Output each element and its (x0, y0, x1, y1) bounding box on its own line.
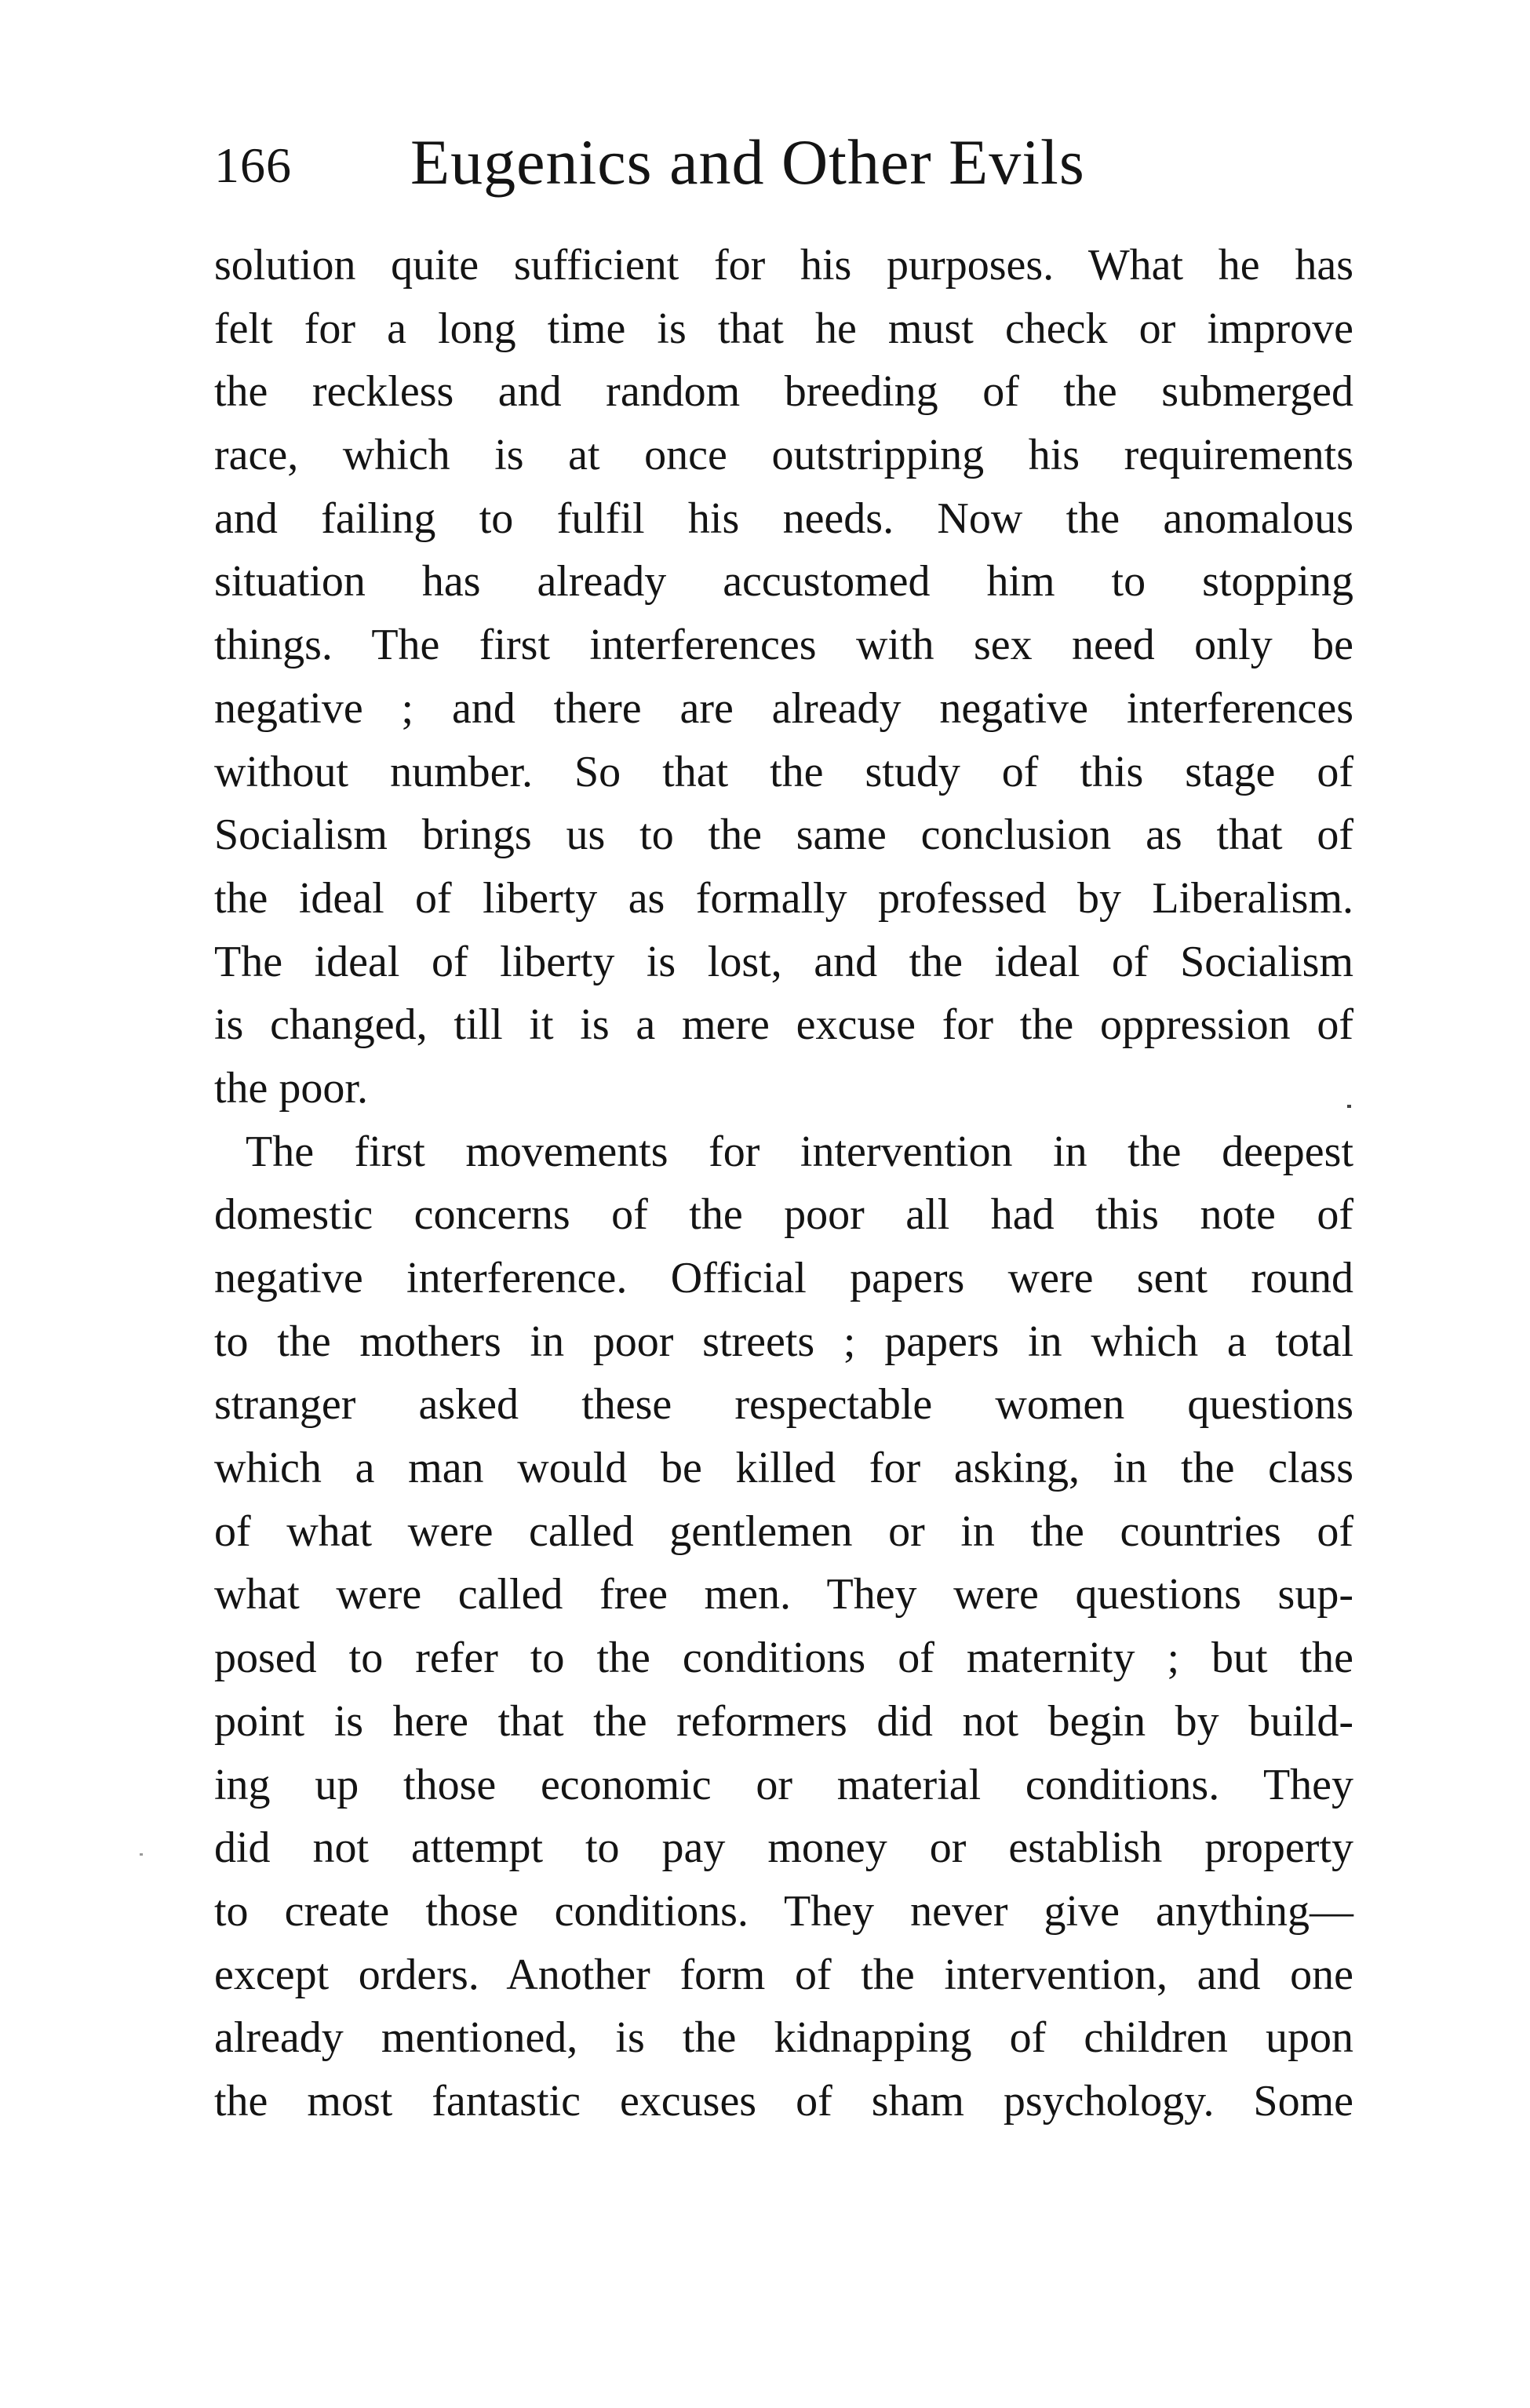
page-number: 166 (214, 137, 292, 193)
text-line: posed to refer to the conditions of maternity ; but the (214, 1634, 1353, 1683)
text-line: negative interference. Official papers were sent round (214, 1254, 1353, 1302)
paragraph-2 (214, 1120, 1353, 2133)
text-line: did not attempt to pay money or establish property (214, 1823, 1353, 1873)
text-line: without number. So that the study of this stage of (214, 747, 1353, 796)
running-title: Eugenics and Other Evils (410, 126, 1085, 198)
text-line: things. The first interferences with sex need only be (214, 621, 1353, 670)
text-line: the poor. (214, 1063, 368, 1113)
text-line: The ideal of liberty is lost, and the ideal of Socialism (214, 937, 1353, 986)
text-line: to create those conditions. They never give anything— (214, 1886, 1353, 1936)
text-line: is changed, till it is a mere excuse for the oppression of (214, 1000, 1353, 1050)
text-line: except orders. Another form of the intervention, and one (214, 1950, 1353, 1999)
text-line: negative ; and there are already negative interferences (214, 683, 1353, 733)
text-line: which a man would be killed for asking, in the class (214, 1444, 1353, 1493)
text-line: and failing to fulfil his needs. Now the anomalous (214, 494, 1353, 543)
paragraph-1 (214, 234, 1353, 1120)
print-speck (140, 1853, 143, 1856)
print-speck (1347, 1105, 1351, 1108)
text-line: race, which is at once outstripping his requirements (214, 431, 1353, 480)
text-line: what were called free men. They were questions sup- (214, 1570, 1353, 1619)
text-line: the reckless and random breeding of the submerged (214, 367, 1353, 417)
text-line: felt for a long time is that he must check or improve (214, 304, 1353, 353)
text-line: situation has already accustomed him to stopping (214, 557, 1353, 607)
text-line: solution quite sufficient for his purposes. What he has (214, 241, 1353, 290)
text-line: point is here that the reformers did not begin by build- (214, 1696, 1353, 1746)
text-line: stranger asked these respectable women questions (214, 1380, 1353, 1430)
text-line: Socialism brings us to the same conclusion as that of (214, 811, 1353, 860)
text-line: domestic concerns of the poor all had this note of (214, 1190, 1353, 1240)
text-line: the most fantastic excuses of sham psychology. Some (214, 2076, 1353, 2126)
text-line: of what were called gentlemen or in the countries of (214, 1506, 1353, 1556)
text-line: ing up those economic or material conditions. They (214, 1760, 1353, 1809)
text-line: the ideal of liberty as formally professed by Liberalism. (214, 873, 1353, 923)
page-header (214, 126, 1360, 204)
text-line: to the mothers in poor streets ; papers in which a total (214, 1317, 1353, 1366)
page-body (214, 234, 1353, 2133)
text-line: The first movements for intervention in the deepest (246, 1127, 1353, 1176)
text-line: already mentioned, is the kidnapping of children upon (214, 2013, 1353, 2063)
